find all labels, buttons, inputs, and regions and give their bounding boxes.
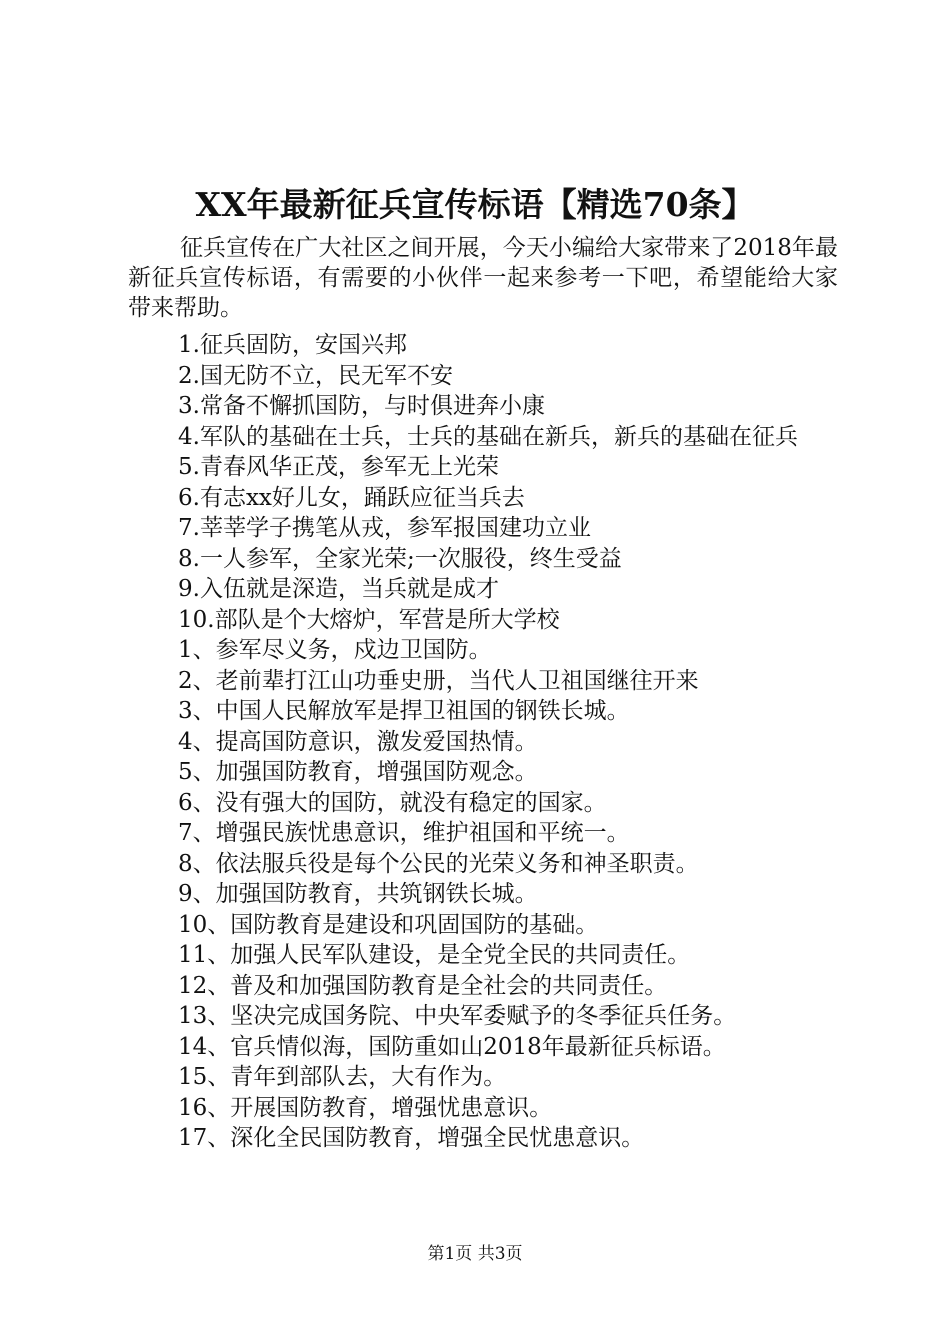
list-item: 3.常备不懈抓国防，与时俱进奔小康 <box>178 393 545 419</box>
list-item: 5、加强国防教育，增强国防观念。 <box>178 759 538 785</box>
list-item: 1、参军尽义务，戍边卫国防。 <box>178 637 492 663</box>
list-item: 5.青春风华正茂，参军无上光荣 <box>178 454 499 480</box>
list-item: 16、开展国防教育，增强忧患意识。 <box>178 1094 553 1121</box>
list-item: 4、提高国防意识，激发爱国热情。 <box>178 728 538 755</box>
slogan-list <box>128 330 838 1154</box>
list-item: 15、青年到部队去，大有作为。 <box>178 1064 507 1090</box>
list-item: 2.国无防不立，民无军不安 <box>178 362 453 389</box>
document-title: XX年最新征兵宣传标语【精选70条】 <box>195 185 755 224</box>
list-item: 8、依法服兵役是每个公民的光荣义务和神圣职责。 <box>178 850 699 877</box>
list-item: 10.部队是个大熔炉，军营是所大学校 <box>178 606 560 633</box>
list-item: 6、没有强大的国防，就没有稳定的国家。 <box>178 789 607 816</box>
list-item: 6.有志xx好儿女，踊跃应征当兵去 <box>178 484 525 511</box>
intro-text: 征兵宣传在广大社区之间开展，今天小编给大家带来了2018年最新征兵宣传标语，有需要的小伙伴一起来参考一下吧，希望能给大家带来帮助。 <box>128 235 838 321</box>
intro-paragraph <box>128 233 838 323</box>
list-item: 7.莘莘学子携笔从戎，参军报国建功立业 <box>178 515 591 541</box>
page-footer: 第1页 共3页 <box>427 1244 523 1264</box>
list-item: 13、坚决完成国务院、中央军委赋予的冬季征兵任务。 <box>178 1003 737 1029</box>
list-item: 8.一人参军，全家光荣;一次服役，终生受益 <box>178 545 622 572</box>
list-item: 9、加强国防教育，共筑钢铁长城。 <box>178 881 538 907</box>
list-item: 1.征兵固防，安国兴邦 <box>178 332 407 358</box>
list-item: 9.入伍就是深造，当兵就是成才 <box>178 576 499 602</box>
list-item: 12、普及和加强国防教育是全社会的共同责任。 <box>178 972 668 999</box>
list-item: 10、国防教育是建设和巩固国防的基础。 <box>178 911 599 938</box>
list-item: 14、官兵情似海，国防重如山2018年最新征兵标语。 <box>178 1033 726 1060</box>
list-item: 2、老前辈打江山功垂史册，当代人卫祖国继往开来 <box>178 667 699 694</box>
list-item: 7、增强民族忧患意识，维护祖国和平统一。 <box>178 820 630 846</box>
list-item: 4.军队的基础在士兵，士兵的基础在新兵，新兵的基础在征兵 <box>178 423 798 450</box>
list-item: 11、加强人民军队建设，是全党全民的共同责任。 <box>178 942 691 968</box>
list-item: 3、中国人民解放军是捍卫祖国的钢铁长城。 <box>178 698 630 724</box>
list-item: 17、深化全民国防教育，增强全民忧患意识。 <box>178 1125 645 1151</box>
